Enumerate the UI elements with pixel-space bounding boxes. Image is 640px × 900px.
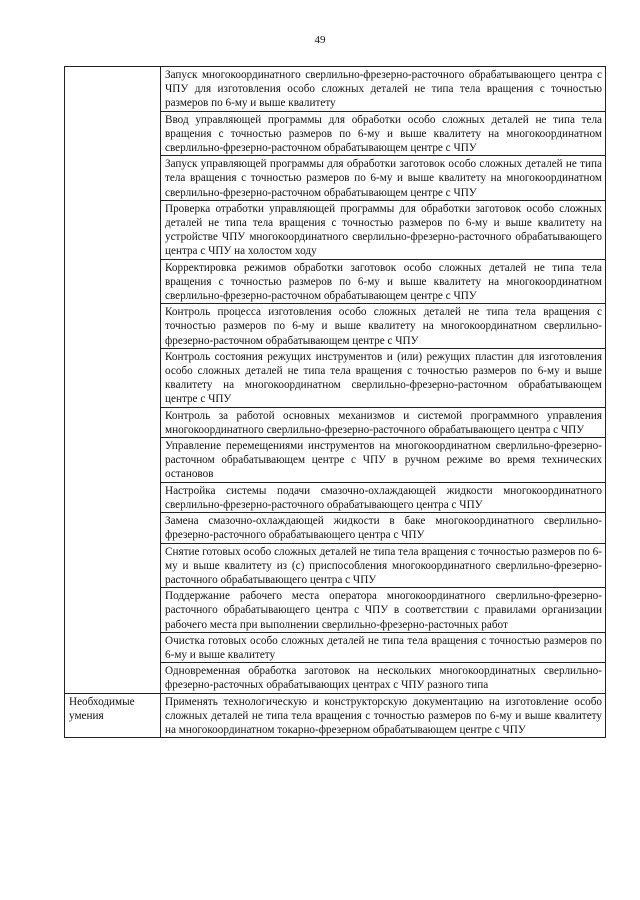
action-cell: Запуск многокоординатного сверлильно-фрезерно-расточного обрабатывающего центра с ЧПУ для изготовления особо сложных деталей не типа тела вращения с точностью размеров по 6-му и выше квалитету xyxy=(161,67,606,112)
action-cell: Применять технологическую и конструкторскую документацию на изготовление особо сложных деталей не типа тела вращения с точностью размеров по 6-му и выше квалитету на многокоординатном токарно-фрезерном обрабатывающем центре с ЧПУ xyxy=(161,693,606,738)
action-cell: Контроль процесса изготовления особо сложных деталей не типа тела вращения с точностью размеров по 6-му и выше квалитету на многокоординатном сверлильно-фрезерно-расточном обрабатывающем центре с ЧПУ xyxy=(161,304,606,349)
table-row xyxy=(65,693,606,738)
action-cell: Ввод управляющей программы для обработки особо сложных деталей не типа тела вращения с точностью размеров по 6-му и выше квалитету на многокоординатном сверлильно-фрезерно-расточном обрабатывающем центре с ЧПУ xyxy=(161,111,606,156)
skills-label: Необходимые умения xyxy=(69,695,135,722)
action-cell: Очистка готовых особо сложных деталей не типа тела вращения с точностью размеров по 6-му и выше квалитету xyxy=(161,632,606,662)
row-label-cell xyxy=(65,67,161,694)
action-cell: Управление перемещениями инструментов на многокоординатном сверлильно-фрезерно-расточном обрабатывающем центре с ЧПУ в ручном режиме во время технических остановов xyxy=(161,438,606,483)
action-cell: Настройка системы подачи смазочно-охлаждающей жидкости многокоординатного сверлильно-фрезерно-расточного обрабатывающего центра с ЧПУ xyxy=(161,482,606,512)
table-row xyxy=(65,67,606,112)
action-cell: Снятие готовых особо сложных деталей не типа тела вращения с точностью размеров по 6-му и выше квалитету из (с) приспособления многокоординатного сверлильно-фрезерно-расточного обрабатывающего центра с ЧПУ xyxy=(161,543,606,588)
page-number: 49 xyxy=(314,34,326,46)
action-cell: Замена смазочно-охлаждающей жидкости в баке многокоординатного сверлильно-фрезерно-расточного обрабатывающего центра с ЧПУ xyxy=(161,513,606,543)
action-cell: Контроль состояния режущих инструментов и (или) режущих пластин для изготовления особо сложных деталей не типа тела вращения с точностью размеров по 6-му и выше квалитету на многокоординатном сверлильно-фрезерно-расточном обрабатывающем центре с ЧПУ xyxy=(161,348,606,407)
action-cell: Запуск управляющей программы для обработки заготовок особо сложных деталей не типа тела вращения с точностью размеров по 6-му и выше квалитету на многокоординатном сверлильно-фрезерно-расточном обрабатывающем центре с ЧПУ xyxy=(161,156,606,201)
action-cell: Корректировка режимов обработки заготовок особо сложных деталей не типа тела вращения с точностью размеров по 6-му и выше квалитету на многокоординатном сверлильно-фрезерно-расточном обрабатывающем центре с ЧПУ xyxy=(161,259,606,304)
action-cell: Поддержание рабочего места оператора многокоординатного сверлильно-фрезерно-расточного обрабатывающего центра с ЧПУ в соответствии с правилами организации рабочего места при выполнении сверлильно-фрезерно-расточных работ xyxy=(161,588,606,633)
action-cell: Одновременная обработка заготовок на нескольких многокоординатных сверлильно-фрезерно-расточных обрабатывающих центрах с ЧПУ разного типа xyxy=(161,663,606,693)
skills-label-cell xyxy=(65,693,161,738)
action-cell: Проверка отработки управляющей программы для обработки заготовок особо сложных деталей не типа тела вращения с точностью размеров по 6-му и выше квалитету на устройстве ЧПУ многокоординатного сверлильно-фрезерно-расточного обрабатывающего центра с ЧПУ на холостом ходу xyxy=(161,200,606,259)
labor-functions-table xyxy=(64,66,606,738)
action-cell: Контроль за работой основных механизмов и системой программного управления многокоординатного сверлильно-фрезерно-расточного обрабатывающего центра с ЧПУ xyxy=(161,407,606,437)
